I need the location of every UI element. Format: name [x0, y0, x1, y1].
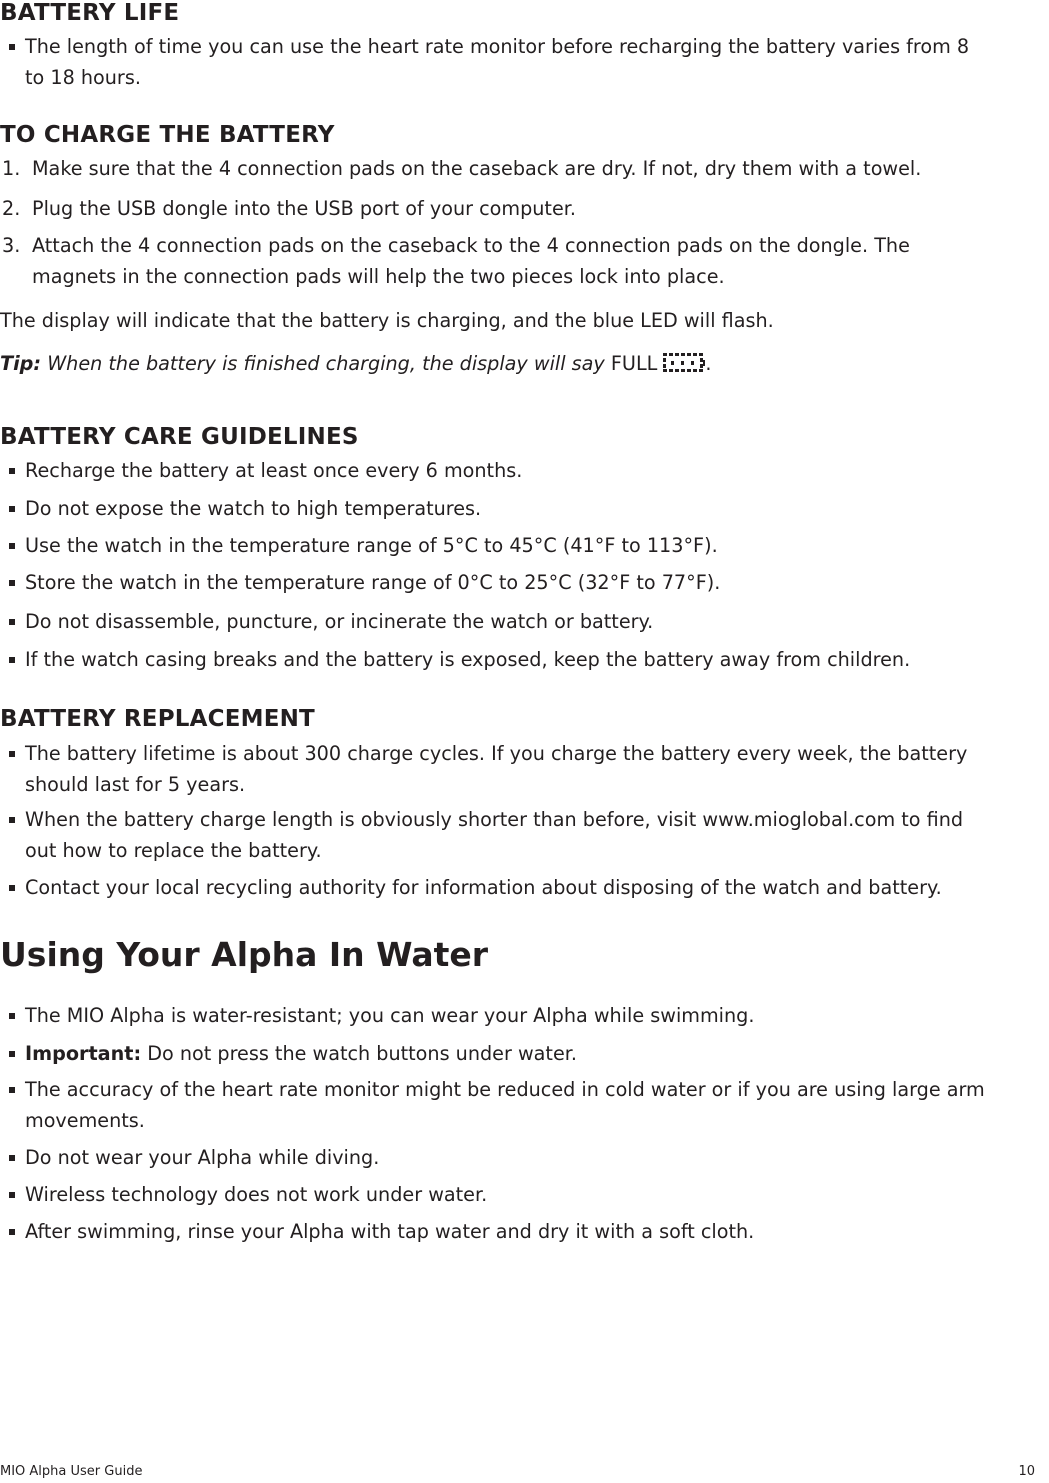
step-text: Make sure that the 4 connection pads on the caseback are dry. If not, dry them with a towel.	[32, 157, 922, 180]
footer-title: MIO Alpha User Guide	[0, 1464, 143, 1479]
list-item-text: Do not disassemble, puncture, or incinerate the watch or battery.	[25, 610, 654, 633]
charging-note: The display will indicate that the battery is charging, and the blue LED will flash.	[0, 309, 774, 332]
step-text: Plug the USB dongle into the USB port of your computer.	[32, 197, 576, 220]
list-item-text: The battery lifetime is about 300 charge cycles. If you charge the battery every week, the battery	[25, 742, 968, 765]
list-item-text: The length of time you can use the heart rate monitor before recharging the battery varies from 8	[25, 35, 970, 58]
bullet-icon	[9, 580, 15, 586]
bullet-icon	[9, 1087, 15, 1093]
list-item-text: Recharge the battery at least once every 6 months.	[25, 459, 523, 482]
list-item-text-continued: should last for 5 years.	[25, 773, 246, 796]
list-item-text-continued: to 18 hours.	[25, 66, 141, 89]
important-label: Important:	[25, 1042, 142, 1065]
step-number: 1.	[2, 157, 21, 180]
list-item-text: Wireless technology does not work under water.	[25, 1183, 488, 1206]
bullet-icon	[9, 543, 15, 549]
battery-full-icon	[663, 350, 705, 383]
list-item-text	[25, 1037, 577, 1070]
bullet-icon	[9, 885, 15, 891]
water-heading: Using Your Alpha In Water	[0, 935, 489, 974]
bullet-icon	[9, 1013, 15, 1019]
list-item-text: Store the watch in the temperature range of 0°C to 25°C (32°F to 77°F).	[25, 571, 721, 594]
list-item-text: Use the watch in the temperature range of 5°C to 45°C (41°F to 113°F).	[25, 534, 718, 557]
tip-paragraph	[0, 347, 711, 383]
bullet-icon	[9, 817, 15, 823]
page-number: 10	[1018, 1464, 1035, 1479]
bullet-icon	[9, 468, 15, 474]
bullet-icon	[9, 1229, 15, 1235]
tip-value: FULL	[610, 352, 658, 375]
bullet-icon	[9, 619, 15, 625]
step-number: 2.	[2, 197, 21, 220]
tip-text: When the battery is finished charging, the display will say	[47, 352, 605, 375]
list-item-text-continued: movements.	[25, 1109, 145, 1132]
tip-label: Tip:	[0, 352, 42, 375]
battery-life-heading: BATTERY LIFE	[0, 0, 180, 26]
list-item-text: When the battery charge length is obviously shorter than before, visit www.mioglobal.com to find	[25, 808, 964, 831]
bullet-icon	[9, 1192, 15, 1198]
list-item-text: After swimming, rinse your Alpha with tap water and dry it with a soft cloth.	[25, 1220, 755, 1243]
list-item-text: Contact your local recycling authority for information about disposing of the watch and battery.	[25, 876, 942, 899]
list-item-text: Do not expose the watch to high temperatures.	[25, 497, 482, 520]
list-item-text-continued: out how to replace the battery.	[25, 839, 322, 862]
replacement-heading: BATTERY REPLACEMENT	[0, 706, 315, 732]
list-item-text: If the watch casing breaks and the battery is exposed, keep the battery away from children.	[25, 648, 911, 671]
list-item-text: The accuracy of the heart rate monitor might be reduced in cold water or if you are using large arm	[25, 1078, 985, 1101]
bullet-icon	[9, 751, 15, 757]
bullet-icon	[9, 506, 15, 512]
bullet-icon	[9, 657, 15, 663]
bullet-icon	[9, 1155, 15, 1161]
charge-heading: TO CHARGE THE BATTERY	[0, 122, 335, 148]
bullet-icon	[9, 44, 15, 50]
care-heading: BATTERY CARE GUIDELINES	[0, 424, 359, 450]
bullet-icon	[9, 1051, 15, 1057]
important-text: Do not press the watch buttons under water.	[147, 1042, 577, 1065]
step-number: 3.	[2, 234, 21, 257]
step-text: Attach the 4 connection pads on the caseback to the 4 connection pads on the dongle. The	[32, 234, 910, 257]
tip-end: .	[705, 352, 712, 375]
step-text-continued: magnets in the connection pads will help the two pieces lock into place.	[32, 265, 725, 288]
list-item-text: The MIO Alpha is water-resistant; you can wear your Alpha while swimming.	[25, 1004, 755, 1027]
list-item-text: Do not wear your Alpha while diving.	[25, 1146, 380, 1169]
